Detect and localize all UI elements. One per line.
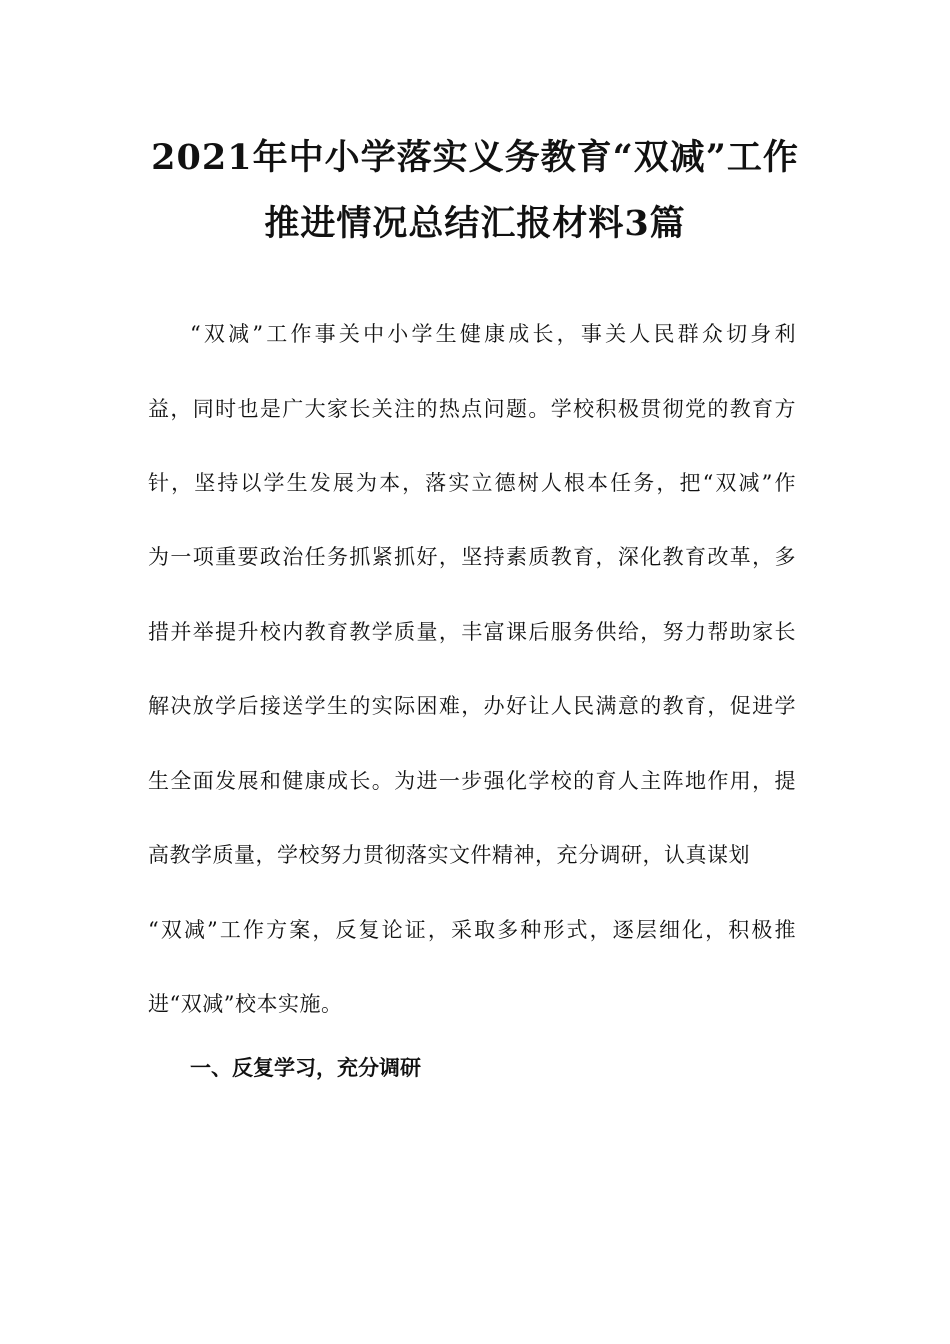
paragraph-line: 生全面发展和健康成长。为进一步强化学校的育人主阵地作用，提 — [148, 769, 796, 793]
paragraph-line: 解决放学后接送学生的实际困难，办好让人民满意的教育，促进学 — [148, 694, 796, 718]
paragraph-line: 针，坚持以学生发展为本，落实立德树人根本任务，把“双减”作 — [148, 471, 796, 495]
paragraph-line: “双减”工作方案，反复论证，采取多种形式，逐层细化，积极推 — [148, 918, 796, 942]
paragraph-line: 措并举提升校内教育教学质量，丰富课后服务供给，努力帮助家长 — [148, 620, 796, 644]
paragraph-line: 高教学质量，学校努力贯彻落实文件精神，充分调研，认真谋划 — [148, 843, 750, 867]
section-heading: 一、反复学习，充分调研 — [190, 1055, 421, 1080]
document-title-line-2: 推进情况总结汇报材料3篇 — [264, 203, 686, 244]
paragraph-line: 益，同时也是广大家长关注的热点问题。学校积极贯彻党的教育方 — [148, 397, 796, 421]
paragraph-line: “双减”工作事关中小学生健康成长，事关人民群众切身利 — [190, 322, 796, 346]
paragraph-line: 进“双减”校本实施。 — [148, 992, 343, 1016]
paragraph-line: 为一项重要政治任务抓紧抓好，坚持素质教育，深化教育改革，多 — [148, 545, 796, 569]
document-title-line-1: 2021年中小学落实义务教育“双减”工作 — [151, 137, 799, 178]
